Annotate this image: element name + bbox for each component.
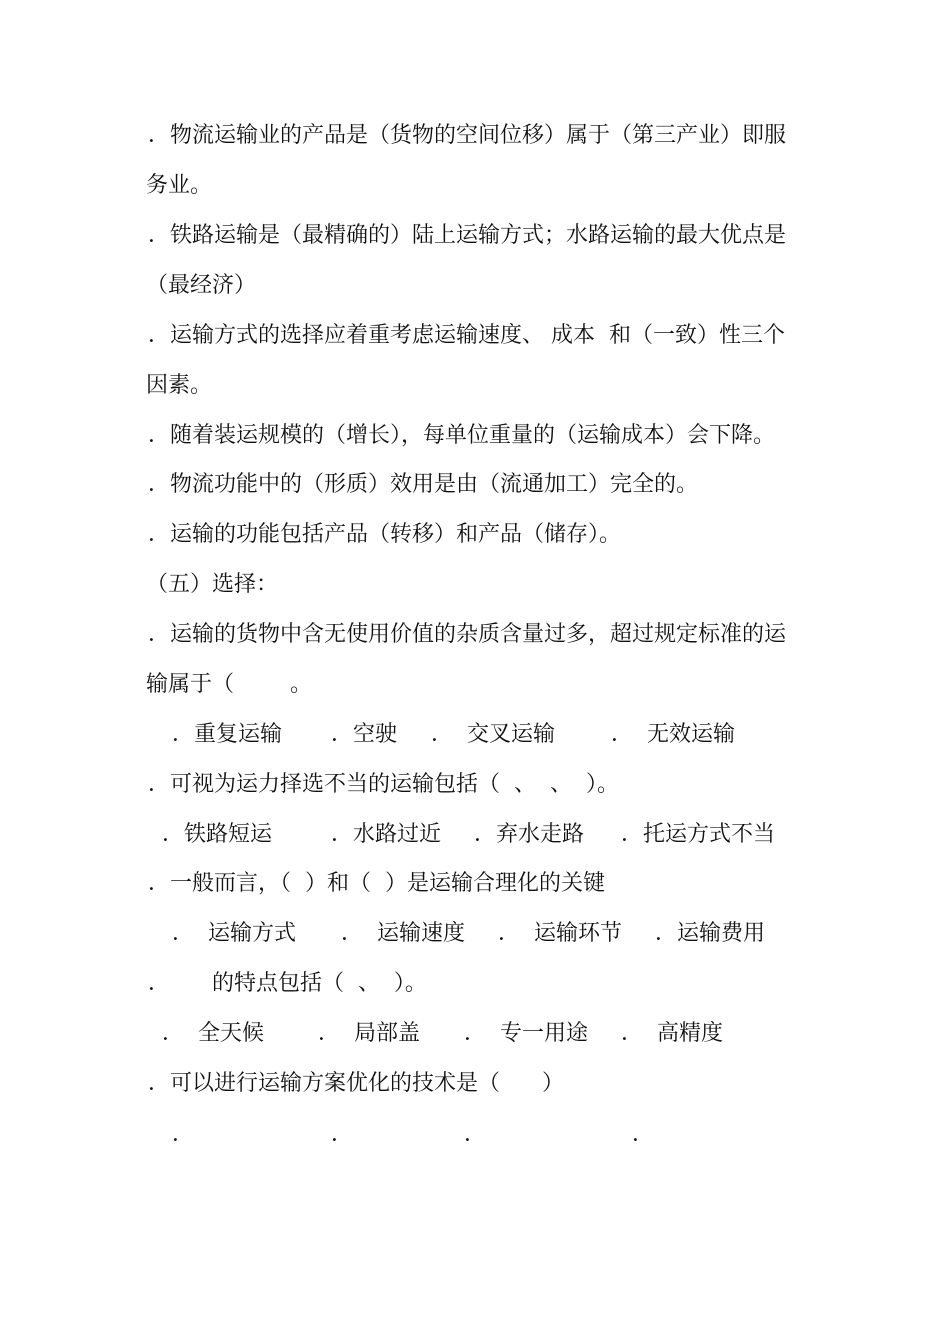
question-1-line-1: ．运输的货物中含无使用价值的杂质含量过多，超过规定标准的运 [148, 622, 787, 647]
statement-3-line-2: 因素。 [146, 373, 213, 398]
statement-3-line-1: ．运输方式的选择应着重考虑运输速度、 成本 和（一致）性三个 [148, 323, 785, 348]
statement-4: ．随着装运规模的（增长），每单位重量的（运输成本）会下降。 [148, 423, 776, 448]
statement-1-line-1: ．物流运输业的产品是（货物的空间位移）属于（第三产业）即服 [148, 123, 787, 148]
question-3: ．一般而言，（ ）和（ ）是运输合理化的关键 [148, 871, 605, 896]
statement-2-line-2: （最经济） [146, 273, 257, 298]
question-2-option-c: ．弃水走路 [474, 822, 585, 847]
question-4-option-d: ． 高精度 [621, 1021, 723, 1046]
question-4-option-a: ． 全天候 [162, 1021, 264, 1046]
statement-6: ．运输的功能包括产品（转移）和产品（储存）。 [148, 522, 622, 547]
question-1-option-a: ．重复运输 [172, 722, 283, 747]
question-3-option-a: ． 运输方式 [172, 921, 296, 946]
question-3-option-b: ． 运输速度 [341, 921, 465, 946]
question-2-option-b: ．水路过近 [331, 822, 442, 847]
question-5-option-d: ． [632, 1122, 655, 1147]
question-5-option-a: ． [172, 1122, 195, 1147]
question-3-option-d: ．运输费用 [655, 921, 766, 946]
question-1-line-2: 输属于（ 。 [146, 672, 312, 697]
question-3-option-c: ． 运输环节 [498, 921, 622, 946]
question-1-option-d: ． 无效运输 [611, 722, 735, 747]
statement-2-line-1: ．铁路运输是（最精确的）陆上运输方式；水路运输的最大优点是 [148, 223, 787, 248]
statement-1-line-2: 务业。 [146, 173, 213, 198]
question-2: ．可视为运力择选不当的运输包括（ 、 、 ）。 [148, 772, 619, 797]
question-5-option-b: ． [331, 1122, 354, 1147]
question-2-option-a: ．铁路短运 [162, 822, 273, 847]
question-5: ．可以进行运输方案优化的技术是（ ） [148, 1071, 564, 1096]
question-1-option-b: ．空驶 [331, 722, 398, 747]
question-1-option-c: ． 交叉运输 [431, 722, 555, 747]
question-4: ． 的特点包括（ 、 ）。 [148, 971, 427, 996]
question-2-option-d: ．托运方式不当 [621, 822, 776, 847]
question-5-option-c: ． [464, 1122, 487, 1147]
question-4-option-c: ． 专一用途 [464, 1021, 588, 1046]
question-4-option-b: ． 局部盖 [318, 1021, 420, 1046]
section-title: （五）选择： [146, 572, 279, 597]
statement-5: ．物流功能中的（形质）效用是由（流通加工）完全的。 [148, 472, 699, 497]
